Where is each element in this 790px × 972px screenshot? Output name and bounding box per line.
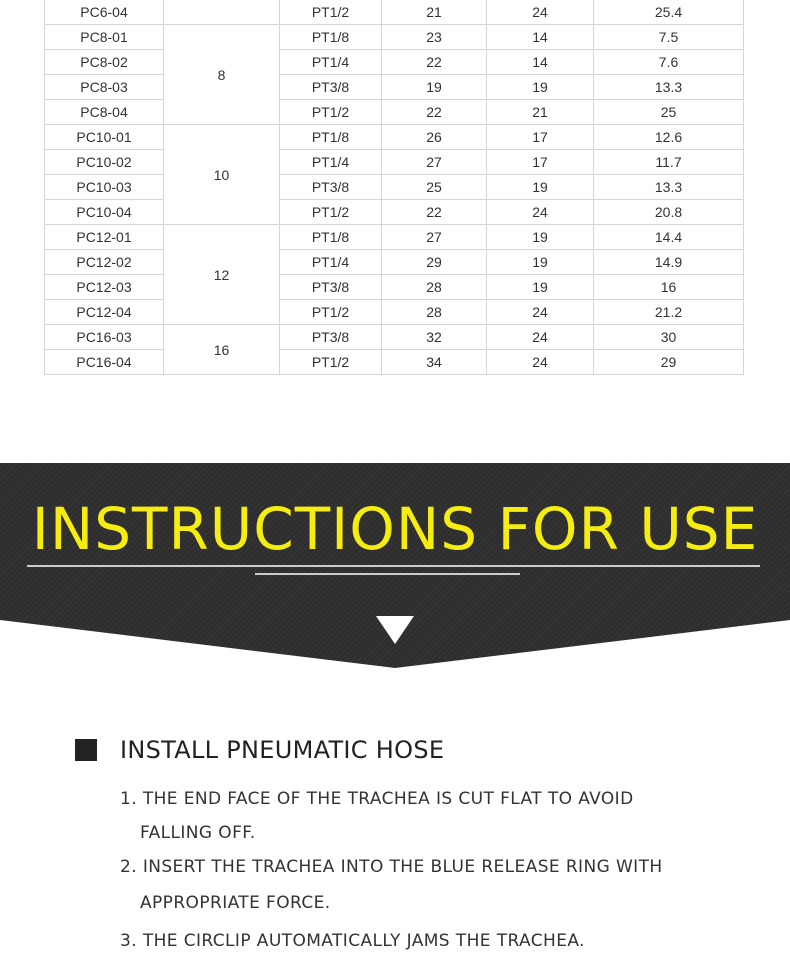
weight-cell: 29 [594,350,744,375]
dimension-l-cell: 26 [382,125,487,150]
step-2-line-1: 2. INSERT THE TRACHEA INTO THE BLUE RELEASE RING WITH [120,857,663,877]
model-cell: PC8-02 [45,50,164,75]
table-row [45,125,744,150]
model-cell: PC8-03 [45,75,164,100]
weight-cell: 13.3 [594,175,744,200]
dimension-h-cell: 14 [487,25,594,50]
dimension-h-cell: 21 [487,100,594,125]
thread-cell: PT1/2 [280,300,382,325]
model-cell: PC6-04 [45,0,164,25]
model-cell: PC10-01 [45,125,164,150]
model-cell: PC8-04 [45,100,164,125]
thread-cell: PT1/2 [280,350,382,375]
model-cell: PC8-01 [45,25,164,50]
weight-cell: 12.6 [594,125,744,150]
table-row [45,175,744,200]
dimension-l-cell: 22 [382,200,487,225]
model-cell: PC10-03 [45,175,164,200]
weight-cell: 14.4 [594,225,744,250]
dimension-h-cell: 24 [487,0,594,25]
dimension-l-cell: 34 [382,350,487,375]
dimension-l-cell: 27 [382,150,487,175]
table-row [45,350,744,375]
dimension-h-cell: 14 [487,50,594,75]
table-row [45,275,744,300]
dimension-l-cell: 22 [382,50,487,75]
dimension-l-cell: 19 [382,75,487,100]
table-row [45,250,744,275]
tube-size-cell: 12 [164,225,280,325]
weight-cell: 7.6 [594,50,744,75]
model-cell: PC12-02 [45,250,164,275]
thread-cell: PT3/8 [280,75,382,100]
dimension-h-cell: 19 [487,250,594,275]
table-row [45,0,744,25]
dimension-h-cell: 19 [487,275,594,300]
dimension-h-cell: 24 [487,325,594,350]
model-cell: PC16-03 [45,325,164,350]
table-row [45,200,744,225]
thread-cell: PT3/8 [280,175,382,200]
dimension-l-cell: 32 [382,325,487,350]
model-cell: PC12-01 [45,225,164,250]
step-3-line-1: 3. THE CIRCLIP AUTOMATICALLY JAMS THE TRACHEA. [120,931,585,951]
weight-cell: 16 [594,275,744,300]
dimension-l-cell: 28 [382,300,487,325]
table-row [45,150,744,175]
dimension-l-cell: 28 [382,275,487,300]
thread-cell: PT3/8 [280,325,382,350]
section-bullet-icon [75,739,97,761]
model-cell: PC12-04 [45,300,164,325]
weight-cell: 25.4 [594,0,744,25]
weight-cell: 7.5 [594,25,744,50]
dimension-h-cell: 19 [487,75,594,100]
table-row [45,300,744,325]
weight-cell: 30 [594,325,744,350]
weight-cell: 20.8 [594,200,744,225]
table-row [45,225,744,250]
table-row [45,100,744,125]
weight-cell: 13.3 [594,75,744,100]
model-cell: PC10-02 [45,150,164,175]
thread-cell: PT1/4 [280,150,382,175]
spec-table-body [45,0,744,375]
table-row [45,50,744,75]
model-cell: PC16-04 [45,350,164,375]
thread-cell: PT1/2 [280,100,382,125]
spec-table [44,0,744,375]
dimension-l-cell: 27 [382,225,487,250]
table-row [45,325,744,350]
weight-cell: 14.9 [594,250,744,275]
dimension-h-cell: 17 [487,150,594,175]
dimension-l-cell: 23 [382,25,487,50]
dimension-l-cell: 22 [382,100,487,125]
step-2-line-2: APPROPRIATE FORCE. [140,893,331,913]
thread-cell: PT1/4 [280,250,382,275]
banner-title: INSTRUCTIONS FOR USE [31,495,759,563]
dimension-l-cell: 25 [382,175,487,200]
dimension-h-cell: 19 [487,225,594,250]
table-row [45,25,744,50]
weight-cell: 11.7 [594,150,744,175]
dimension-h-cell: 19 [487,175,594,200]
dimension-h-cell: 24 [487,350,594,375]
tube-size-cell: 8 [164,25,280,125]
model-cell: PC10-04 [45,200,164,225]
tube-size-cell: 10 [164,125,280,225]
table-row [45,75,744,100]
thread-cell: PT1/2 [280,200,382,225]
dimension-h-cell: 24 [487,300,594,325]
dimension-l-cell: 29 [382,250,487,275]
step-1-line-2: FALLING OFF. [140,823,256,843]
tube-size-cell: 16 [164,325,280,375]
tube-size-cell [164,0,280,25]
step-1-line-1: 1. THE END FACE OF THE TRACHEA IS CUT FLAT TO AVOID [120,789,634,809]
dimension-h-cell: 17 [487,125,594,150]
weight-cell: 25 [594,100,744,125]
thread-cell: PT1/8 [280,125,382,150]
weight-cell: 21.2 [594,300,744,325]
thread-cell: PT1/8 [280,25,382,50]
thread-cell: PT1/8 [280,225,382,250]
dimension-l-cell: 21 [382,0,487,25]
section-title: INSTALL PNEUMATIC HOSE [120,736,445,764]
dimension-h-cell: 24 [487,200,594,225]
thread-cell: PT1/4 [280,50,382,75]
thread-cell: PT1/2 [280,0,382,25]
model-cell: PC12-03 [45,275,164,300]
thread-cell: PT3/8 [280,275,382,300]
